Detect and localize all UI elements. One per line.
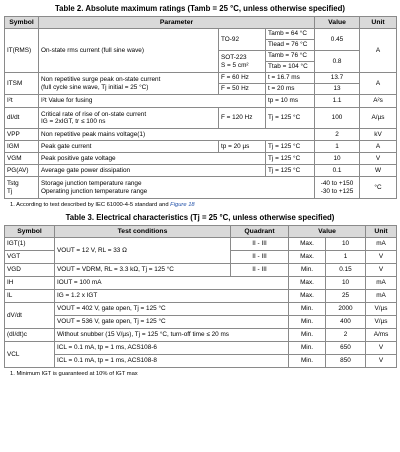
table-row (5, 303, 397, 316)
value-vcl1: 650 (326, 342, 366, 355)
value-vgd: 0.15 (326, 264, 366, 277)
value-i2t: 1.1 (315, 95, 360, 108)
cond-il: IG = 1.2 x IGT (55, 290, 289, 303)
header-row (5, 17, 397, 29)
col-parameter: Parameter (39, 17, 315, 29)
unit-vcl2: V (366, 355, 397, 368)
cond-f50: F = 50 Hz (219, 84, 266, 95)
symbol-vpp: VPP (5, 129, 39, 141)
cond-vcl-6: ICL = 0.1 mA, tp = 1 ms, ACS108-6 (55, 342, 289, 355)
table-row (5, 329, 397, 342)
unit-tstg: °C (360, 177, 397, 199)
param-didt: Critical rate of rise of on-state current IG = 2xIGT, tr ≤ 100 ns (39, 108, 219, 129)
table-row (5, 108, 397, 129)
symbol-tstg: Tstg Tj (5, 177, 39, 199)
param-itsm: Non repetitive surge peak on-state current (full cycle sine wave, Tj initial = 25 °C) (39, 73, 219, 95)
symbol-dvdt: dV/dt (5, 303, 55, 329)
value-didt: 100 (315, 108, 360, 129)
cond-vcl-8: ICL = 0.1 mA, tp = 1 ms, ACS108-8 (55, 355, 289, 368)
col-quadrant: Quadrant (231, 226, 289, 238)
minmax-igt: Max. (289, 238, 326, 251)
table-row (5, 277, 397, 290)
cond-pgav-tj: Tj = 125 °C (266, 165, 315, 177)
param-vgm: Peak positive gate voltage (39, 153, 266, 165)
col-unit: Unit (366, 226, 397, 238)
absolute-max-ratings-table (4, 16, 397, 199)
symbol-vgd: VGD (5, 264, 55, 277)
unit-itrms: A (360, 29, 397, 73)
quadrant-vgt: II - III (231, 251, 289, 264)
value-itsm-60: 13.7 (315, 73, 360, 84)
table3-footnote: 1. Minimum IGT is guaranteed at 10% of IGT max (10, 371, 138, 377)
unit-dvdt2: V/µs (366, 316, 397, 329)
unit-didtc: A/ms (366, 329, 397, 342)
cond-tp20: tp = 20 µs (219, 141, 266, 153)
symbol-didt: dI/dt (5, 108, 39, 129)
minmax-ih: Max. (289, 277, 326, 290)
value-igt: 10 (326, 238, 366, 251)
cond-i2t: tp = 10 ms (266, 95, 315, 108)
minmax-didtc: Min. (289, 329, 326, 342)
value-itrms-to92: 0.45 (315, 29, 360, 51)
minmax-vgt: Max. (289, 251, 326, 264)
value-igm: 1 (315, 141, 360, 153)
cond-vgd: VOUT = VDRM, RL = 3.3 kΩ, Tj = 125 °C (55, 264, 231, 277)
symbol-vgm: VGM (5, 153, 39, 165)
table-row (5, 264, 397, 277)
cond-f120: F = 120 Hz (219, 108, 266, 129)
cond-didt-tj: Tj = 125 °C (266, 108, 315, 129)
value-dvdt1: 2000 (326, 303, 366, 316)
minmax-dvdt1: Min. (289, 303, 326, 316)
value-itsm-50: 13 (315, 84, 360, 95)
unit-vgd: V (366, 264, 397, 277)
value-vpp: 2 (315, 129, 360, 141)
unit-vgm: V (360, 153, 397, 165)
table-row (5, 290, 397, 303)
cond-tamb: Tamb = 64 °C (266, 29, 315, 40)
param-pgav: Average gate power dissipation (39, 165, 266, 177)
symbol-vgt: VGT (5, 251, 55, 264)
table-row (5, 177, 397, 199)
param-tstg: Storage junction temperature range Operating junction temperature range (39, 177, 315, 199)
electrical-characteristics-table (4, 225, 397, 368)
table2-footnote: 1. According to test described by IEC 61000-4-5 standard and Figure 18 (10, 202, 195, 208)
minmax-il: Max. (289, 290, 326, 303)
table-row (5, 141, 397, 153)
col-unit: Unit (360, 17, 397, 29)
value-vgm: 10 (315, 153, 360, 165)
value-vgt: 1 (326, 251, 366, 264)
symbol-il: IL (5, 290, 55, 303)
col-value: Value (289, 226, 366, 238)
unit-itsm: A (360, 73, 397, 95)
cond-igt-vgt: VOUT = 12 V, RL = 33 Ω (55, 238, 231, 264)
table-row (5, 153, 397, 165)
value-itrms-sot223: 0.8 (315, 51, 360, 73)
table-row (5, 165, 397, 177)
param-igm: Peak gate current (39, 141, 219, 153)
col-symbol: Symbol (5, 17, 39, 29)
col-symbol: Symbol (5, 226, 55, 238)
unit-pgav: W (360, 165, 397, 177)
symbol-itrms: IT(RMS) (5, 29, 39, 73)
cond-t167: t = 16.7 ms (266, 73, 315, 84)
symbol-itsm: ITSM (5, 73, 39, 95)
table-row (5, 73, 397, 84)
header-row (5, 226, 397, 238)
table-row (5, 238, 397, 251)
package-to92: TO-92 (219, 29, 266, 51)
cond-ttab: Ttab = 104 °C (266, 62, 315, 73)
param-vpp: Non repetitive peak mains voltage(1) (39, 129, 315, 141)
symbol-pgav: PG(AV) (5, 165, 39, 177)
cond-ih: IOUT = 100 mA (55, 277, 289, 290)
minmax-vcl2: Min. (289, 355, 326, 368)
minmax-vgd: Min. (289, 264, 326, 277)
symbol-igt: IGT(1) (5, 238, 55, 251)
unit-vpp: kV (360, 129, 397, 141)
table-row (5, 355, 397, 368)
cond-t20: t = 20 ms (266, 84, 315, 95)
param-itrms: On-state rms current (full sine wave) (39, 29, 219, 73)
unit-i2t: A²s (360, 95, 397, 108)
unit-ih: mA (366, 277, 397, 290)
unit-dvdt1: V/µs (366, 303, 397, 316)
value-il: 25 (326, 290, 366, 303)
col-test-conditions: Test conditions (55, 226, 231, 238)
cond-tlead: Tlead = 76 °C (266, 40, 315, 51)
unit-igm: A (360, 141, 397, 153)
value-vcl2: 850 (326, 355, 366, 368)
cond-f60: F = 60 Hz (219, 73, 266, 84)
package-sot223: SOT-223 S = 5 cm² (219, 51, 266, 73)
table-row (5, 316, 397, 329)
minmax-vcl1: Min. (289, 342, 326, 355)
unit-vgt: V (366, 251, 397, 264)
unit-igt: mA (366, 238, 397, 251)
symbol-ih: IH (5, 277, 55, 290)
cond-igm-tj: Tj = 125 °C (266, 141, 315, 153)
symbol-igm: IGM (5, 141, 39, 153)
table-row (5, 129, 397, 141)
cond-didtc: Without snubber (15 V/µs), Tj = 125 °C, turn-off time ≤ 20 ms (55, 329, 289, 342)
unit-vcl1: V (366, 342, 397, 355)
param-i2t: I²t Value for fusing (39, 95, 266, 108)
table-row (5, 29, 397, 40)
figure-link[interactable]: Figure 18 (170, 202, 195, 208)
unit-il: mA (366, 290, 397, 303)
table2-title: Table 2. Absolute maximum ratings (Tamb = 25 °C, unless otherwise specified) (54, 4, 346, 13)
quadrant-igt: II - III (231, 238, 289, 251)
value-tstg: -40 to +150 -30 to +125 (315, 177, 360, 199)
cond-dvdt-536: VOUT = 536 V, gate open, Tj = 125 °C (55, 316, 289, 329)
cond-dvdt-402: VOUT = 402 V, gate open, Tj = 125 °C (55, 303, 289, 316)
value-pgav: 0.1 (315, 165, 360, 177)
value-didtc: 2 (326, 329, 366, 342)
table3-title: Table 3. Electrical characteristics (Tj = 25 °C, unless otherwise specified) (65, 213, 335, 222)
minmax-dvdt2: Min. (289, 316, 326, 329)
table-row (5, 342, 397, 355)
value-dvdt2: 400 (326, 316, 366, 329)
value-ih: 10 (326, 277, 366, 290)
symbol-i2t: I²t (5, 95, 39, 108)
symbol-vcl: VCL (5, 342, 55, 368)
symbol-didtc: (dI/dt)c (5, 329, 55, 342)
cond-vgm-tj: Tj = 125 °C (266, 153, 315, 165)
col-value: Value (315, 17, 360, 29)
table-row (5, 95, 397, 108)
unit-didt: A/µs (360, 108, 397, 129)
quadrant-vgd: II - III (231, 264, 289, 277)
cond-tamb-sot: Tamb = 76 °C (266, 51, 315, 62)
